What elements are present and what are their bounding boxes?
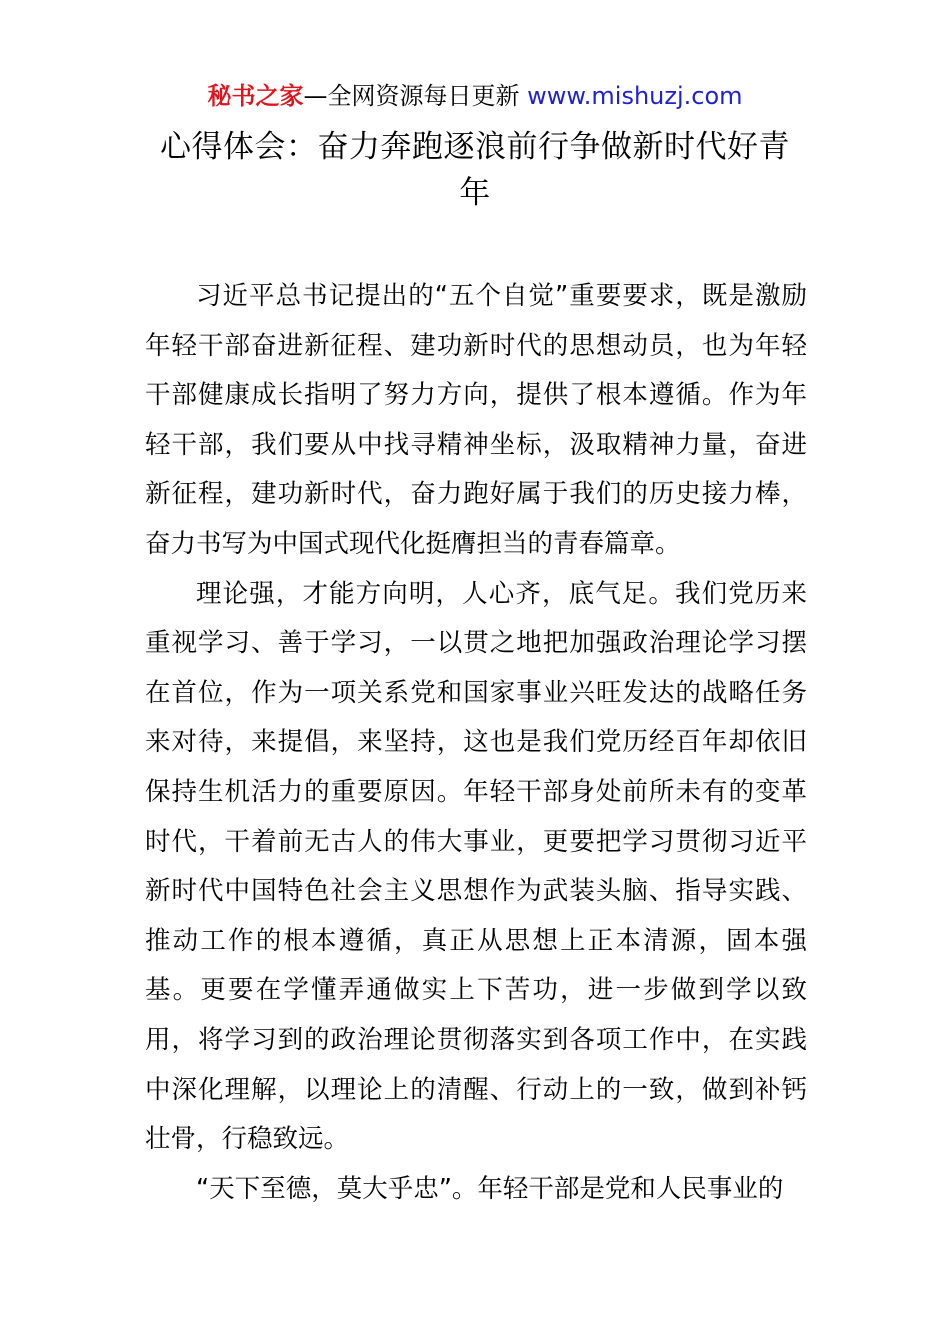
document-body (145, 272, 807, 1214)
document-title: 心得体会：奋力奔跑逐浪前行争做新时代好青年 (160, 129, 790, 211)
paragraph-3: “天下至德，莫大乎忠”。年轻干部是党和人民事业的 (196, 1173, 784, 1204)
paragraph-1: 习近平总书记提出的“五个自觉”重要要求，既是激励年轻干部奋进新征程、建功新时代的思想动员，也为年轻干部健康成长指明了努力方向，提供了根本遵循。作为年轻干部，我们要从中找寻精神坐标，汲取精神力量，奋进新征程，建功新时代，奋力跑好属于我们的历史接力棒，奋力书写为中国式现代化挺膺担当的青春篇章。 (145, 281, 807, 559)
site-tagline: —全网资源每日更新 (303, 82, 528, 110)
site-brand: 秘书之家 (207, 82, 304, 110)
site-header (0, 80, 950, 112)
site-url-link[interactable]: www.mishuzj.com (527, 82, 743, 110)
paragraph-2: 理论强，才能方向明，人心齐，底气足。我们党历来重视学习、善于学习，一以贯之地把加强政治理论学习摆在首位，作为一项关系党和国家事业兴旺发达的战略任务来对待，来提倡，来坚持，这也是我们党历经百年却依旧保持生机活力的重要原因。年轻干部身处前所未有的变革时代，干着前无古人的伟大事业，更要把学习贯彻习近平新时代中国特色社会主义思想作为武装头脑、指导实践、推动工作的根本遵循，真正从思想上正本清源，固本强基。更要在学懂弄通做实上下苦功，进一步做到学以致用，将学习到的政治理论贯彻落实到各项工作中，在实践中深化理解，以理论上的清醒、行动上的一致，做到补钙壮骨，行稳致远。 (145, 578, 807, 1155)
